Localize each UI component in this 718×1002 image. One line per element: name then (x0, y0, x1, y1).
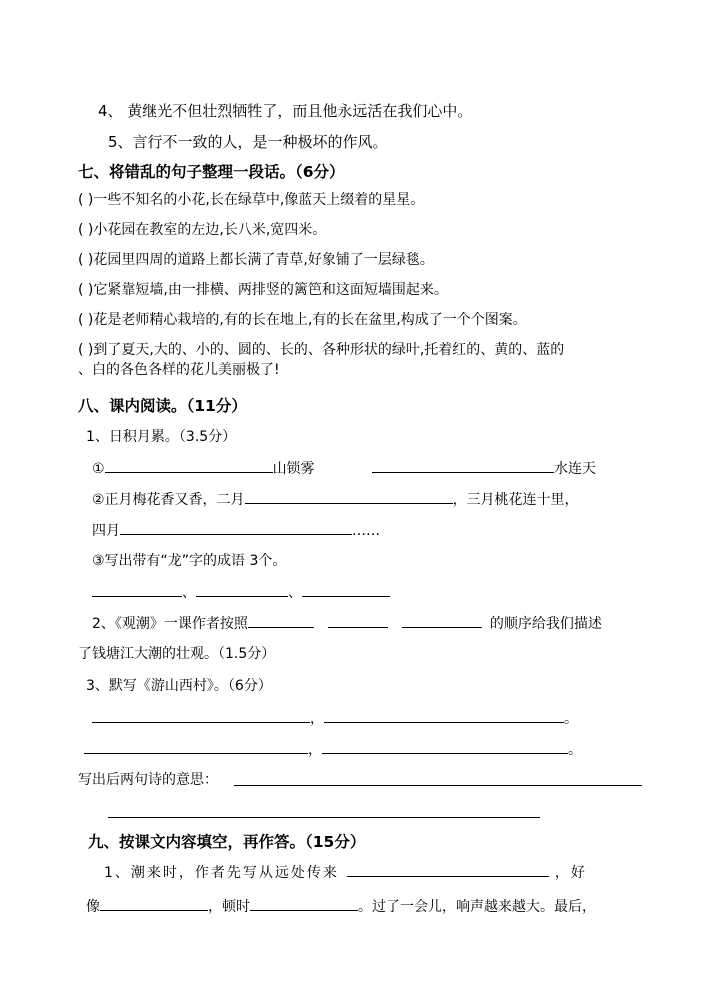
q8-part1-line-b (92, 489, 579, 510)
q8-part2-blank-3[interactable] (402, 613, 482, 628)
q8-part1-line-c (92, 520, 380, 541)
q7-item-1[interactable]: ( )一些不知名的小花,长在绿草中,像蓝天上缀着的星星。 (78, 192, 425, 208)
q8-part1-idiom-line (92, 582, 390, 603)
q7-item-6-continued: 、白的各色各样的花儿美丽极了! (78, 362, 280, 378)
q9-part1-text-2: ，好 (554, 865, 587, 881)
q8-poem-comma-2: ， (308, 742, 322, 758)
q8-part1-title: 1、日积月累。（3.5分） (86, 429, 237, 445)
q8-meaning-label: 写出后两句诗的意思： (78, 772, 218, 788)
q6-sentence-4: 4、 黄继光不但壮烈牺牲了，而且他永远活在我们心中。 (98, 102, 473, 120)
q8-part1-b-text-1: ②正月梅花香又香，二月 (92, 492, 245, 508)
q9-part1-blank-3[interactable] (250, 896, 358, 911)
q8-part1-line-a (92, 458, 315, 479)
q9-part1-blank-1[interactable] (347, 862, 549, 877)
q8-part1-a-text-3: 水连天 (554, 461, 596, 477)
q8-part2-line-1 (92, 613, 602, 634)
q8-part2-text-1: 2、《观潮》一课作者按照 (92, 616, 248, 632)
q9-part1-l2-text-2: ，顿时 (208, 899, 250, 915)
q8-part1-b-blank[interactable] (245, 489, 453, 504)
q8-part1-c-blank[interactable] (120, 520, 352, 535)
q7-item-4[interactable]: ( )它紧靠短墙,由一排横、两排竖的篱笆和这面短墙围起来。 (78, 282, 448, 298)
q8-part2-text-2: 的顺序给我们描述 (489, 616, 602, 632)
q8-heading: 八、课内阅读。（11分） (78, 397, 247, 415)
q7-heading: 七、将错乱的句子整理一段话。（6分） (78, 163, 345, 181)
q7-item-5[interactable]: ( )花是老师精心栽培的,有的长在地上,有的长在盆里,构成了一个个图案。 (78, 312, 527, 328)
q8-part1-c-text-1: 四月 (92, 523, 120, 539)
q8-poem-blank-1[interactable] (92, 708, 310, 723)
q8-part1-c-text-2: …… (352, 523, 380, 539)
q8-meaning-blank-2[interactable] (108, 817, 540, 818)
q9-part1-blank-2[interactable] (100, 896, 208, 911)
q8-part2-blank-2[interactable] (328, 613, 388, 628)
q8-poem-line-1 (92, 708, 578, 729)
q9-part1-line-1 (104, 862, 587, 883)
q7-item-2[interactable]: ( )小花园在教室的左边,长八米,宽四米。 (78, 222, 327, 238)
q9-part1-line-2 (86, 896, 596, 917)
q7-item-6[interactable]: ( )到了夏天,大的、小的、圆的、长的、各种形状的绿叶,托着红的、黄的、蓝的 (78, 342, 565, 358)
q8-poem-period-1: 。 (564, 711, 578, 727)
q8-poem-blank-2[interactable] (324, 708, 564, 723)
q9-part1-l2-text-1: 像 (86, 899, 100, 915)
q8-poem-period-2: 。 (568, 742, 582, 758)
q8-part1-a-text-2: 山锁雾 (272, 461, 315, 477)
q9-heading: 九、按课文内容填空，再作答。（15分） (88, 833, 366, 851)
q8-part2-blank-1[interactable] (248, 613, 314, 628)
q8-part1-a-blank-1[interactable] (105, 458, 273, 473)
q8-idiom-blank-3[interactable] (302, 582, 390, 597)
q6-sentence-5: 5、言行不一致的人，是一种极坏的作风。 (108, 133, 388, 151)
q8-idiom-blank-1[interactable] (92, 582, 182, 597)
q8-poem-comma-1: ， (310, 711, 324, 727)
q8-idiom-blank-2[interactable] (196, 582, 288, 597)
q8-part1-line-a2 (372, 458, 596, 479)
q8-idiom-sep-1: 、 (182, 585, 196, 601)
q8-part1-line-d: ③写出带有“龙”字的成语 3个。 (92, 553, 287, 569)
q9-part1-text-1: 1、潮来时，作者先写从远处传来 (104, 865, 339, 881)
q8-part1-b-text-2: ，三月桃花连十里， (452, 492, 579, 508)
q9-part1-l2-text-3: 。过了一会儿，响声越来越大。最后， (358, 899, 596, 915)
q8-poem-line-2 (84, 739, 582, 760)
q8-meaning-blank-1[interactable] (234, 785, 642, 786)
q7-item-3[interactable]: ( )花园里四周的道路上都长满了青草,好象铺了一层绿毯。 (78, 252, 434, 268)
q8-part1-a-marker: ① (92, 461, 105, 477)
q8-part1-a-blank-2[interactable] (372, 458, 554, 473)
q8-poem-blank-3[interactable] (84, 739, 308, 754)
q8-idiom-sep-2: 、 (288, 585, 302, 601)
q8-part2-line-2: 了钱塘江大潮的壮观。（1.5分） (78, 646, 276, 662)
q8-poem-blank-4[interactable] (322, 739, 568, 754)
q8-part3-title: 3、默写《游山西村》。（6分） (86, 678, 272, 694)
